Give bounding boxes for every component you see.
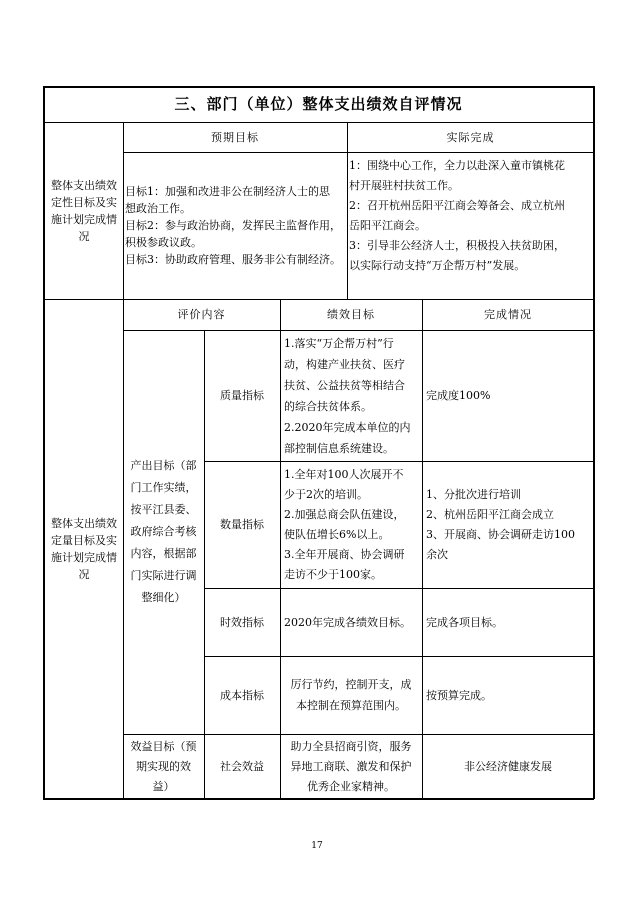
expected-line: 目标1：加强和改进非公在制经济人士的思: [125, 185, 330, 198]
grid-line: [43, 299, 594, 300]
actual-completion-text: [347, 152, 594, 299]
timeliness-result: [422, 588, 594, 656]
quantity-target: [280, 461, 422, 588]
result-line: 2、杭州岳阳平江商会成立: [426, 507, 554, 521]
actual-line: 以实际行动支持“万企帮万村”发展。: [349, 259, 526, 272]
border-left: [43, 86, 45, 799]
target-line: 3.全年开展商、协会调研: [284, 547, 405, 561]
target-line: 动，构建产业扶贫、医疗: [284, 357, 405, 371]
timeliness-indicator: 时效指标: [220, 615, 264, 629]
page-number: 17: [311, 841, 323, 851]
border-top: [43, 86, 594, 88]
cost-indicator: 成本指标: [220, 688, 264, 702]
target-line: 使队伍增长6%以上。: [284, 527, 390, 541]
grid-line: [204, 588, 594, 589]
target-line: 部控制信息系统建设。: [284, 441, 394, 455]
quantitative-row-label: 整体支出绩效定量目标及实施计划完成情况: [51, 517, 117, 581]
completion-status-header: 完成情况: [484, 308, 532, 321]
border-bottom: [43, 798, 594, 800]
target-line: 异地工商联、激发和保护: [290, 759, 412, 773]
grid-line: [43, 122, 594, 123]
evaluation-content-header: 评价内容: [177, 308, 226, 321]
expected-target-text: [123, 152, 347, 299]
qualitative-row-label: 整体支出绩效定性目标及实施计划完成情况: [51, 178, 117, 243]
target-line: 优秀企业家精神。: [307, 779, 395, 793]
expected-line: 目标3：协助政府管理、服务非公有制经济。: [125, 253, 341, 266]
actual-line: 3：引导非公经济人士，积极投入扶贫助困，: [349, 239, 565, 252]
target-line: 少于2次的培训。: [284, 487, 368, 501]
grid-line: [204, 461, 594, 462]
output-target-label: 产出目标（部门工作实绩，按平江县委、政府综合考核内容，根据部门实际进行调整细化）: [130, 459, 197, 604]
target-line: 助力全县招商引资，服务: [290, 739, 412, 753]
result-line: 3、开展商、协会调研走访100: [426, 527, 575, 541]
actual-line: 2：召开杭州岳阳平江商会筹备会、成立杭州: [349, 199, 565, 212]
quality-target: [280, 330, 422, 461]
actual-line: 岳阳平江商会。: [349, 219, 426, 232]
cost-target: [280, 656, 422, 734]
grid-line: [123, 152, 594, 153]
grid-line: [347, 122, 348, 299]
table-title: 三、部门（单位）整体支出绩效自评情况: [174, 94, 463, 113]
expected-line: 目标2：参与政治协商，发挥民主监督作用，: [125, 219, 341, 232]
result-line: 完成各项目标。: [426, 615, 503, 629]
cost-result: [422, 656, 594, 734]
quantity-indicator: 数量指标: [220, 518, 264, 531]
grid-line: [204, 330, 205, 799]
expected-line: 积极参政议政。: [125, 236, 202, 249]
social-benefit-result: 非公经济健康发展: [464, 760, 552, 773]
actual-completion-header: 实际完成: [446, 130, 495, 144]
actual-line: 1：围绕中心工作，全力以赴深入童市镇桃花: [349, 159, 565, 172]
performance-target-header: 绩效目标: [327, 308, 375, 321]
quality-result: [422, 330, 594, 461]
grid-line: [123, 122, 124, 799]
result-line: 按预算完成。: [426, 688, 492, 702]
border-right: [593, 86, 595, 799]
performance-table: [43, 86, 594, 799]
target-line: 扶贫、公益扶贫等相结合: [284, 378, 405, 392]
social-benefit-indicator: 社会效益: [220, 760, 264, 773]
expected-target-header: 预期目标: [211, 130, 259, 144]
target-line: 本控制在预算范围内。: [296, 699, 406, 712]
target-line: 1.落实“万企帮万村”行: [284, 336, 394, 350]
grid-line: [123, 734, 594, 735]
result-line: 余次: [426, 547, 448, 561]
target-line: 2.2020年完成本单位的内: [284, 420, 411, 434]
target-line: 2.加强总商会队伍建设，: [284, 507, 405, 521]
grid-line: [123, 330, 594, 331]
result-line: 1、分批次进行培训: [426, 487, 521, 501]
target-line: 1.全年对100人次展开不: [284, 467, 404, 481]
target-line: 2020年完成各绩效目标。: [284, 615, 411, 629]
target-line: 厉行节约，控制开支，成: [290, 678, 412, 691]
quality-indicator: 质量指标: [220, 389, 264, 402]
target-line: 的综合扶贫体系。: [284, 399, 372, 413]
grid-line: [204, 656, 594, 657]
result-line: 完成度100%: [426, 389, 491, 402]
target-line: 走访不少于100家。: [284, 567, 382, 581]
social-benefit-target: [280, 734, 422, 799]
actual-line: 村开展驻村扶贫工作。: [349, 179, 459, 192]
timeliness-target: [280, 588, 422, 656]
expected-line: 想政治工作。: [125, 202, 191, 215]
grid-line: [422, 299, 423, 799]
benefit-target-label: 效益目标（预期实现的效益）: [130, 739, 197, 793]
quantity-result: [422, 461, 594, 588]
grid-line: [280, 299, 281, 799]
